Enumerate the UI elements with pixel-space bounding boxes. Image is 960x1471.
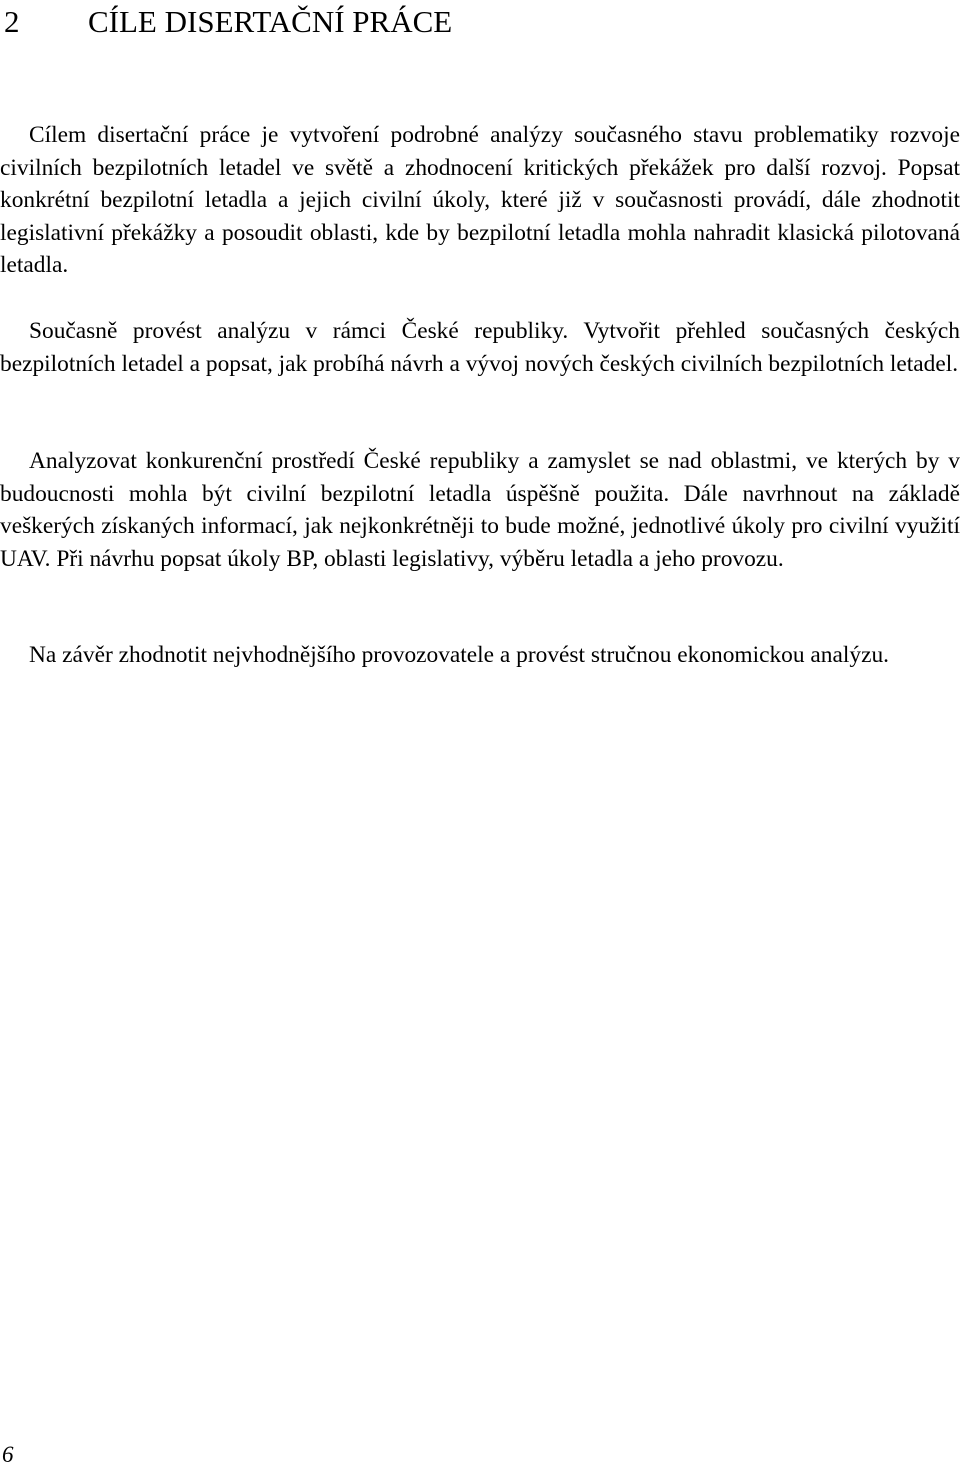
- chapter-title: CÍLE DISERTAČNÍ PRÁCE: [88, 4, 453, 39]
- paragraph-conclusion: Na závěr zhodnotit nejvhodnějšího provozovatele a provést stručnou ekonomickou analýzu.: [29, 642, 889, 668]
- chapter-heading: [4, 2, 452, 42]
- paragraph-competitive-environment: Analyzovat konkurenční prostředí České republiky a zamyslet se nad oblastmi, ve kterých by v budoucnosti mohla být civilní bezpilotní letadla úspěšně použita. Dále navrhnout na základě veškerých získaných informací, jak nejkonkrétněji to bude možné, jednotlivé úkoly pro civilní využití UAV. Při návrhu popsat úkoly BP, oblasti legislativy, výběru letadla a jeho provozu.: [0, 448, 960, 572]
- paragraph-czech-analysis: Současně provést analýzu v rámci České republiky. Vytvořit přehled současných českých bezpilotních letadel a popsat, jak probíhá návrh a vývoj nových českých civilních bezpilotních letadel.: [0, 318, 960, 377]
- paragraph-goals-overview: Cílem disertační práce je vytvoření podrobné analýzy současného stavu problematiky rozvoje civilních bezpilotních letadel ve světě a zhodnocení kritických překážek pro další rozvoj. Popsat konkrétní bezpilotní letadla a jejich civilní úkoly, které již v současnosti provádí, dále zhodnotit legislativní překážky a posoudit oblasti, kde by bezpilotní letadla mohla nahradit klasická pilotovaná letadla.: [0, 122, 960, 278]
- chapter-number: 2: [4, 4, 20, 39]
- page-number: 6: [2, 1442, 14, 1467]
